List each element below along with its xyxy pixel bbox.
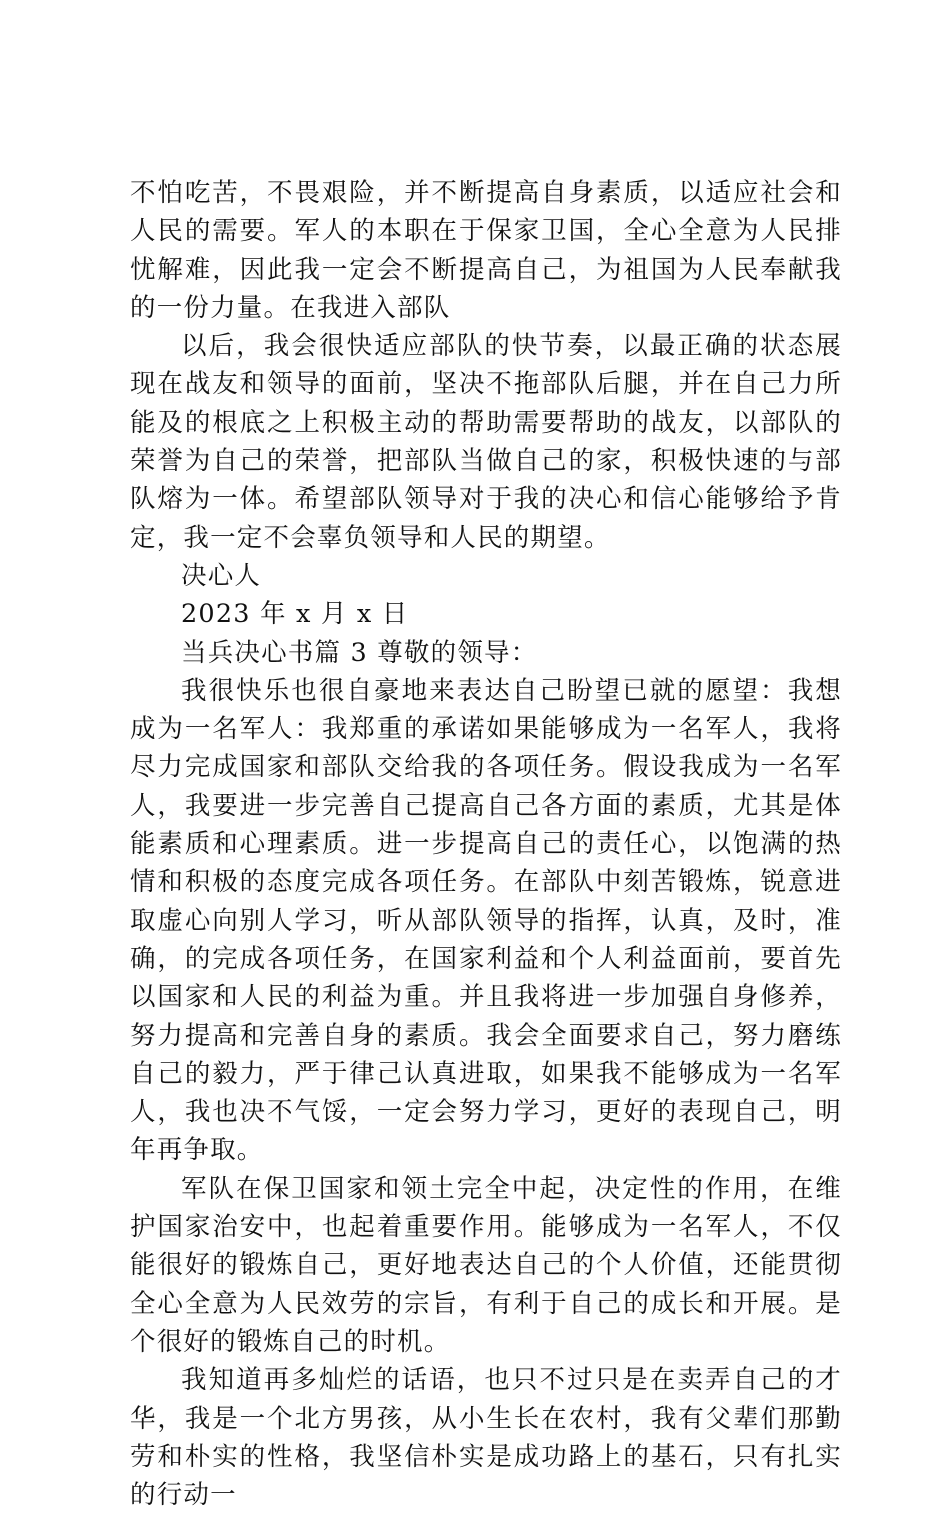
paragraph-3: 我很快乐也很自豪地来表达自己盼望已就的愿望：我想成为一名军人：我郑重的承诺如果能够成为一名军人，我将尽力完成国家和部队交给我的各项任务。假设我成为一名军人，我要进一步完善自己提高自己各方面的素质，尤其是体能素质和心理素质。进一步提高自己的责任心，以饱满的热情和积极的态度完成各项任务。在部队中刻苦锻炼，锐意进取虚心向别人学习，听从部队领导的指挥，认真，及时，准确，的完成各项任务，在国家利益和个人利益面前，要首先以国家和人民的利益为重。并且我将进一步加强自身修养，努力提高和完善自身的素质。我会全面要求自己，努力磨练自己的毅力，严于律己认真进取，如果我不能够成为一名军人，我也决不气馁，一定会努力学习，更好的表现自己，明年再争取。 — [130, 675, 842, 1166]
document-body — [130, 174, 842, 1514]
paragraph-5: 我知道再多灿烂的话语，也只不过只是在卖弄自己的才华，我是一个北方男孩，从小生长在农村，我有父辈们那勤劳和朴实的性格，我坚信朴实是成功路上的基石，只有扎实的行动一 — [130, 1365, 842, 1511]
paragraph-4: 军队在保卫国家和领土完全中起，决定性的作用，在维护国家治安中，也起着重要作用。能够成为一名军人，不仅能很好的锻炼自己，更好地表达自己的个人价值，还能贯彻全心全意为人民效劳的宗旨，有利于自己的成长和开展。是个很好的锻炼自己的时机。 — [130, 1173, 842, 1357]
paragraph-2: 以后，我会很快适应部队的快节奏，以最正确的状态展现在战友和领导的面前，坚决不拖部队后腿，并在自己力所能及的根底之上积极主动的帮助需要帮助的战友，以部队的荣誉为自己的荣誉，把部队当做自己的家，积极快速的与部队熔为一体。希望部队领导对于我的决心和信心能够给予肯定，我一定不会辜负领导和人民的期望。 — [130, 331, 842, 553]
date-line: 2023 年 x 月 x 日 — [181, 599, 409, 630]
signature-label: 决心人 — [181, 560, 262, 591]
section-heading: 当兵决心书篇 3 尊敬的领导： — [181, 637, 538, 668]
paragraph-1: 不怕吃苦，不畏艰险，并不断提高自身素质，以适应社会和人民的需要。军人的本职在于保家卫国，全心全意为人民排忧解难，因此我一定会不断提高自己，为祖国为人民奉献我的一份力量。在我进入部队 — [130, 178, 842, 323]
